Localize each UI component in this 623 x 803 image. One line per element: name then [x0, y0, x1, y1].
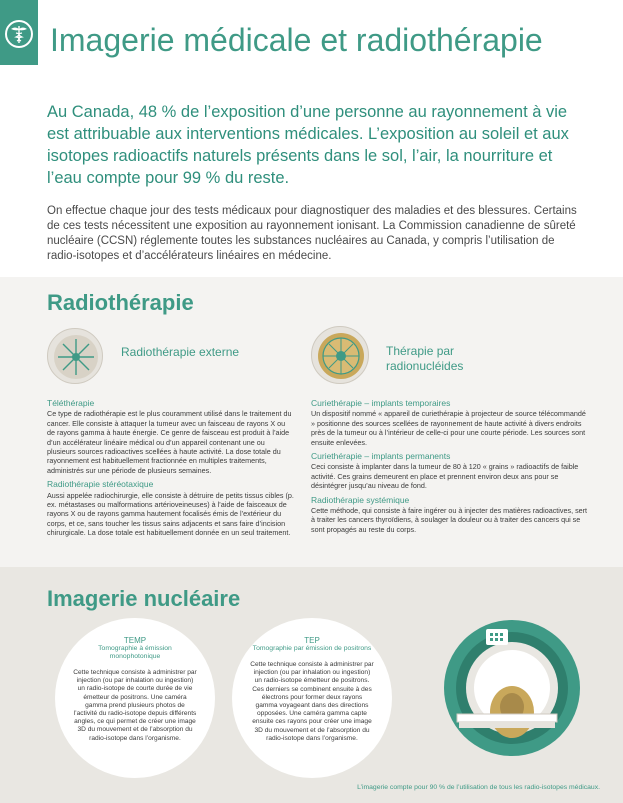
stereotactic-title: Radiothérapie stéréotaxique — [47, 479, 154, 490]
radiotherapy-title: Radiothérapie — [47, 290, 194, 315]
radionuclide-therapy-column — [311, 399, 591, 539]
temporary-implants-text: Un dispositif nommé « appareil de curiethérapie à projecteur de source télécommandé » positionne des sources scellées de rayonnement de haute activité à divers endroits près de la tumeur ou à l’intérieur de celle-ci pour une courte période. Les sources sont ensuite enlevées. — [311, 409, 586, 447]
external-radiotherapy-heading: Radiothérapie externe — [121, 345, 240, 359]
systemic-therapy-text: Cette méthode, qui consiste à faire ingérer ou à injecter des matières radioactives, sert à traiter les cancers thyroïdiens, à soulager la douleur ou à traiter des cancers qui se sont propagés au reste du corps. — [311, 506, 588, 534]
radionuclide-therapy-heading: Thérapie par radionucléides — [386, 344, 464, 373]
stereotactic-text: Aussi appelée radiochirurgie, elle consiste à détruire de petits tissus cibles (p. ex. métastases ou malformations artérioveineuses) à l’aide de faisceaux de rayons X ou de rayons gamma hautement focalisés émis de l’extérieur du corps, et ce, sans toucher les tissus sains adjacents et sans faire d’incision chirurgicale. La dose totale est habituellement donnée en un seul traitement. — [47, 490, 294, 538]
temp-heading: TEMP — [123, 636, 147, 645]
tep-subtitle: Tomographie par émission de positrons — [252, 645, 372, 652]
temp-bubble — [55, 618, 215, 778]
pet-scanner-icon — [437, 606, 587, 776]
permanent-implants-title: Curiethérapie – implants permanents — [311, 451, 451, 462]
footnote: L’imagerie compte pour 90 % de l’utilisation de tous les radio-isotopes médicaux. — [357, 784, 600, 791]
systemic-therapy-title: Radiothérapie systémique — [311, 494, 410, 505]
page-title: Imagerie médicale et radiothérapie — [50, 22, 543, 58]
nuclear-imaging-title: Imagerie nucléaire — [47, 586, 241, 611]
caduceus-icon — [5, 20, 33, 48]
lead-paragraph: Au Canada, 48 % de l’exposition d’une personne au rayonnement à vie est attribuable aux interventions médicales. L’exposition au soleil et aux isotopes radioactifs naturels présents dans le sol, l’air, la nourriture et l’eau compte pour 99 % du reste. — [47, 103, 569, 187]
teletherapy-text: Ce type de radiothérapie est le plus couramment utilisé dans le traitement du cancer. Elle consiste à attaquer la tumeur avec un faisceau de rayons X ou de rayons gamma à haute énergie. Ce genre de faisceau est produit à l’aide d’un accélérateur linéaire médical ou d’un appareil contenant une ou plusieurs sources radioactives scellées à haute activité. La dose totale du rayonnement est habituellement fractionnée en multiples traitements, administrés sur une période de plusieurs semaines. — [47, 409, 292, 475]
tep-bubble — [232, 618, 392, 778]
permanent-implants-text: Ceci consiste à implanter dans la tumeur de 80 à 120 « grains » radioactifs de faible activité. Ces grains demeurent en place et prennent environ deux ans pour se désintégrer jusqu’au niveau de fond. — [311, 462, 579, 491]
tep-heading: TEP — [304, 636, 320, 645]
tep-text: Cette technique consiste à administrer par injection (ou par inhalation ou ingestion) un radio-isotope émetteur de positrons. Ces derniers se combinent ensuite à des électrons pour former deux rayons gamma voyageant dans des directions opposées. Une caméra gamma capte ensuite ces rayons pour créer une image 3D du mouvement et de l’absorption du radio-isotope dans l’organisme. — [250, 661, 374, 742]
temporary-implants-title: Curiethérapie – implants temporaires — [311, 398, 451, 408]
external-radiotherapy-column — [47, 399, 294, 543]
temp-text: Cette technique consiste à administrer par injection (ou par inhalation ou ingestion) un radio-isotope de courte durée de vie émetteur de positrons. Une caméra gamma prend plusieurs photos de l’activité du radio-isotope depuis différents angles, ce qui permet de créer une image 3D du mouvement et de l’absorption du radio-isotope dans l’organisme. — [73, 669, 197, 742]
intro-paragraph: On effectue chaque jour des tests médicaux pour diagnostiquer des maladies et des blessures. Certains de ces tests nécessitent une exposition au rayonnement ionisant. La Commission canadienne de sûreté nucléaire (CCSN) réglemente toutes les substances nucléaires au Canada, y compris l’utilisation de radio-isotopes et d’accélérateurs linéaires en médecine. — [47, 205, 577, 262]
radionuclide-icon — [311, 326, 369, 384]
teletherapy-title: Téléthérapie — [47, 398, 95, 408]
logo-box — [0, 0, 38, 65]
external-beam-icon — [47, 328, 103, 384]
temp-subtitle: Tomographie à émission monophotonique — [98, 645, 172, 660]
